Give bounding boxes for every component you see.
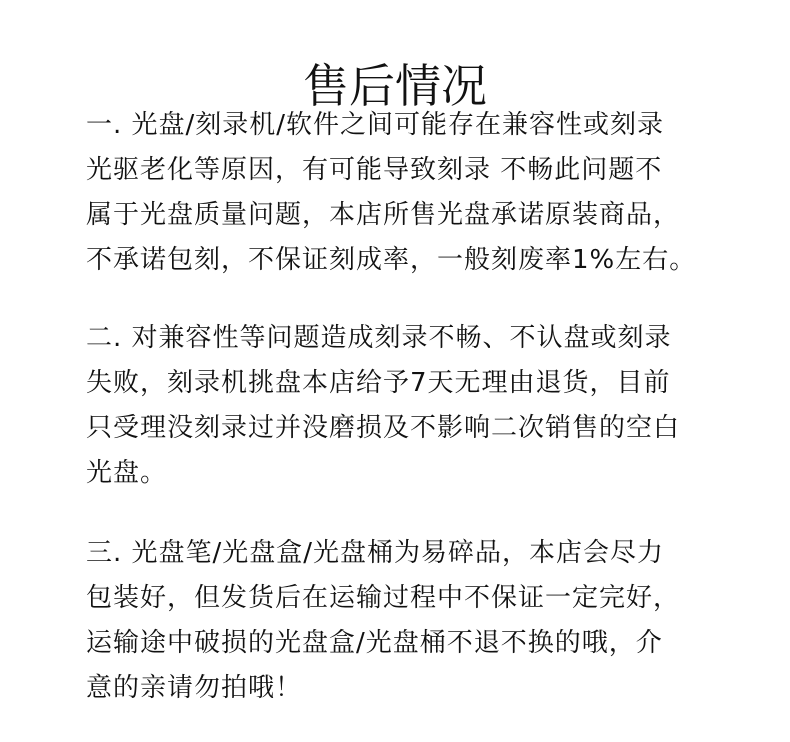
item-2-line-2: 失败，刻录机挑盘本店给予7天无理由退货，目前 — [86, 368, 671, 398]
after-sales-item-1 — [86, 103, 726, 283]
page-title: 售后情况 — [303, 58, 487, 113]
after-sales-item-3 — [86, 531, 726, 711]
item-1-line-4: 不承诺包刻，不保证刻成率，一般刻废率1%左右。 — [86, 245, 697, 275]
item-3-line-4: 意的亲请勿拍哦！ — [86, 673, 303, 703]
item-2-line-3: 只受理没刻录过并没磨损及不影响二次销售的空白 — [86, 413, 681, 443]
item-1-line-3: 属于光盘质量问题，本店所售光盘承诺原装商品， — [86, 200, 681, 230]
after-sales-item-2 — [86, 316, 726, 496]
item-1-line-2: 光驱老化等原因，有可能导致刻录 不畅此问题不 — [86, 155, 663, 185]
item-2-line-1: 二. 对兼容性等问题造成刻录不畅、不认盘或刻录 — [86, 323, 672, 353]
item-3-line-1: 三. 光盘笔/光盘盒/光盘桶为易碎品，本店会尽力 — [86, 538, 665, 568]
item-3-line-2: 包装好，但发货后在运输过程中不保证一定完好， — [86, 583, 681, 613]
item-2-line-4: 光盘。 — [86, 458, 168, 488]
item-1-line-1: 一. 光盘/刻录机/软件之间可能存在兼容性或刻录 — [86, 110, 665, 140]
item-3-line-3: 运输途中破损的光盘盒/光盘桶不退不换的哦，介 — [86, 628, 663, 658]
